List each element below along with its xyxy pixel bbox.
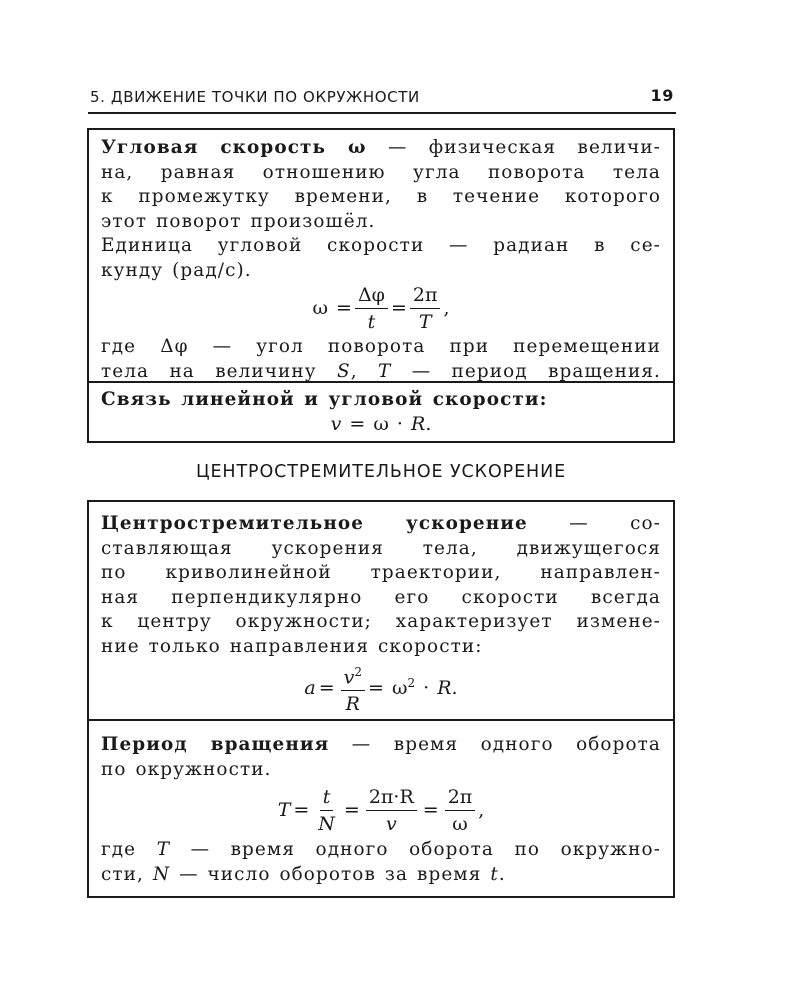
definition-line: по окружности. (101, 758, 272, 780)
period-definition (89, 721, 673, 896)
chapter-title: 5. ДВИЖЕНИЕ ТОЧКИ ПО ОКРУЖНОСТИ (90, 88, 420, 106)
definition-line: Угловая скорость ω — физическая величи- (101, 137, 661, 158)
relation-title: Связь линейной и угловой скорости: (101, 389, 548, 410)
definition-line: этот поворот произошёл. (101, 210, 376, 232)
fraction: $\frac{\Delta\varphi}{t}$ (355, 284, 388, 333)
centripetal-definition (89, 502, 673, 721)
centripetal-box (87, 500, 675, 898)
fraction: $\frac{2\pi}{T}$ (410, 284, 441, 333)
explanation-line: тела на величину S, T — период вращения. (101, 360, 661, 382)
definition-line: Период вращения — время одного оборота (101, 734, 661, 755)
term-period: Период вращения (101, 734, 330, 755)
unit-line: кунду (рад/с). (101, 259, 252, 281)
fraction: $\frac{2\pi\cdot R}{v}$ (366, 786, 417, 835)
running-head (88, 86, 676, 114)
angular-velocity-box (87, 128, 675, 443)
section-title: ЦЕНТРОСТРЕМИТЕЛЬНОЕ УСКОРЕНИЕ (195, 462, 567, 482)
linear-angular-relation (89, 383, 673, 441)
unit-line: Единица угловой скорости — радиан в се- (101, 235, 661, 256)
explanation-line: где T — время одного оборота по окружно- (101, 839, 661, 860)
definition-line: Центростремительное ускорение — со- (101, 513, 661, 534)
definition-line: ние только направления скорости: (101, 635, 483, 657)
definition-line: к центру окружности; характеризует измене- (101, 611, 661, 632)
definition-line: по криволинейной траектории, направлен- (101, 562, 661, 583)
definition-line: ная перпендикулярно его скорости всегда (101, 586, 661, 608)
angular-velocity-formula: ω = $\frac{\Delta\varphi}{t}$ = $\frac{2\pi}{T}$ , (312, 283, 450, 333)
definition-line: на, равная отношению угла поворота тела (101, 161, 661, 183)
explanation-line: сти, N — число оборотов за время t. (101, 863, 506, 885)
relation-formula: v = ω · R . (330, 413, 432, 436)
term-angular-velocity: Угловая скорость ω (101, 137, 367, 158)
period-formula: T = $\frac{t}{N}$ = $\frac{2\pi\cdot R}{v}$ = $\frac{2\pi}{\omega}$ , (277, 785, 485, 835)
centripetal-formula: a = $\frac{v^2}{R}$ = ω $^2$ · R . (101, 659, 661, 717)
explanation-line: где Δφ — угол поворота при перемещении (101, 336, 661, 357)
term-centripetal: Центростремительное ускорение (101, 513, 528, 534)
definition-line: ставляющая ускорения тела, движущегося (101, 537, 661, 559)
fraction: $\frac{v^2}{R}$ (341, 661, 365, 715)
fraction: $\frac{2\pi}{\omega}$ (445, 786, 476, 835)
page-number: 19 (650, 86, 674, 105)
fraction: $\frac{t}{N}$ (318, 785, 335, 835)
angular-velocity-definition (89, 130, 673, 383)
definition-line: к промежутку времени, в течение которого (101, 186, 661, 207)
